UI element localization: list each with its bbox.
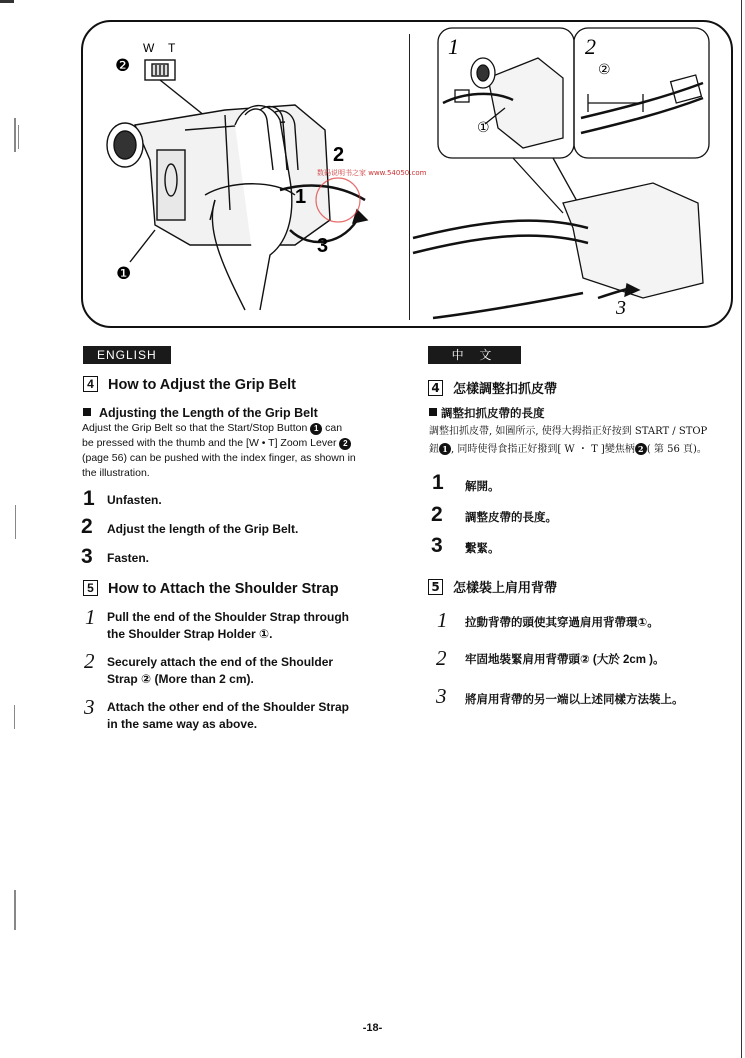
section-5-heading xyxy=(83,580,339,597)
button-2-callout: ❷ xyxy=(115,56,131,76)
scan-edge-mark xyxy=(0,0,14,3)
zh-step-5-1-number: 1 xyxy=(437,608,448,632)
zh-button-1-marker: 1 xyxy=(439,443,451,455)
zh-section-4-number: 4 xyxy=(428,380,443,396)
zh-subheading-text: 調整扣抓皮帶的長度 xyxy=(441,406,545,420)
button-1-marker: 1 xyxy=(310,423,322,435)
zh-section-5-number: 5 xyxy=(428,579,443,595)
grip-belt-illustration xyxy=(95,30,427,320)
zh-step-4-3-number: 3 xyxy=(431,534,443,557)
step-4-2-number: 2 xyxy=(81,515,93,538)
zh-step-5-1-text: 拉動背帶的頭使其穿過肩用背帶環①。 xyxy=(465,617,659,629)
page-right-edge xyxy=(741,0,742,1058)
circled-2-label: ② xyxy=(598,62,611,78)
zh-step-4-1-text: 解開。 xyxy=(465,481,500,493)
step-5-2-text: Securely attach the end of the Shoulder Strap ② (More than 2 cm). xyxy=(107,655,334,686)
step-4-1-text: Unfasten. xyxy=(107,493,162,507)
zh-grip-length-subheading xyxy=(429,405,545,421)
scan-edge-mark xyxy=(14,890,16,930)
scan-edge-mark xyxy=(14,118,16,152)
watermark-text: 数码说明书之家 www.54050.com xyxy=(317,169,427,177)
zoom-t-label: T xyxy=(168,41,176,55)
zh-button-2-marker: 2 xyxy=(635,443,647,455)
step-4-3-number: 3 xyxy=(81,545,93,568)
step-1-callout: 1 xyxy=(295,186,307,208)
panel-2-label: 2 xyxy=(585,34,596,59)
step-5-3-number: 3 xyxy=(84,695,95,719)
zh-step-5-2-number: 2 xyxy=(436,646,447,670)
page-number: -18- xyxy=(362,1022,383,1034)
chinese-badge: 中 文 xyxy=(428,346,521,364)
bullet-square xyxy=(83,408,91,416)
zh-step-4-3-text: 繫緊。 xyxy=(465,543,500,555)
illustration-divider xyxy=(409,34,410,320)
zh-section-5-heading xyxy=(428,577,557,596)
step-2-callout: 2 xyxy=(333,144,345,166)
zh-step-4-1-number: 1 xyxy=(432,471,444,494)
step-3-callout: 3 xyxy=(317,235,329,257)
step-3-label: 3 xyxy=(616,297,626,319)
section-4-heading xyxy=(83,376,296,393)
step-5-1-text: Pull the end of the Shoulder Strap through the Shoulder Strap Holder ①. xyxy=(107,610,349,641)
zh-section-4-heading xyxy=(428,378,557,397)
zh-grip-instructions-paragraph: 調整扣抓皮帶, 如圖所示, 使得大拇指正好按到 START / STOP 鈕 1 , 同時使得食指正好撥到[ W ・ T ]變焦柄 2 ( 第 56 頁)。 xyxy=(429,426,708,455)
step-5-3-text: Attach the other end of the Shoulder Strap in the same way as above. xyxy=(107,700,350,731)
grip-instructions-paragraph: Adjust the Grip Belt so that the Start/Stop Button 1 can be pressed with the thumb and the [W • T] Zoom Lever 2 (page 56) can be pushed with the index finger, as shown in the illustration. xyxy=(82,422,356,479)
subheading-text: Adjusting the Length of the Grip Belt xyxy=(99,406,318,420)
zh-step-5-3-text: 將肩用背帶的另一端以上述同樣方法裝上。 xyxy=(465,694,684,706)
circled-1-label: ① xyxy=(477,120,490,136)
step-4-3-text: Fasten. xyxy=(107,551,150,565)
step-5-2-number: 2 xyxy=(84,649,95,673)
zh-step-4-2-text: 調整皮帶的長度。 xyxy=(465,512,557,524)
section-5-title: How to Attach the Shoulder Strap xyxy=(108,581,339,597)
zoom-w-label: W xyxy=(143,41,155,55)
step-5-1-number: 1 xyxy=(85,605,96,629)
zh-section-5-title: 怎樣裝上肩用背帶 xyxy=(453,581,558,596)
step-4-1-number: 1 xyxy=(83,487,95,510)
english-badge: ENGLISH xyxy=(83,346,171,364)
button-1-callout: ❶ xyxy=(116,264,132,284)
zh-step-4-2-number: 2 xyxy=(431,503,443,526)
panel-1-label: 1 xyxy=(448,34,459,59)
grip-length-subheading xyxy=(83,406,318,420)
scan-edge-mark xyxy=(14,705,15,729)
zh-bullet-square xyxy=(429,408,437,416)
zh-step-5-3-number: 3 xyxy=(436,684,447,708)
section-5-number: 5 xyxy=(83,580,98,596)
button-2-marker: 2 xyxy=(339,438,351,450)
shoulder-strap-illustration xyxy=(413,28,731,326)
zh-section-4-title: 怎樣調整扣抓皮帶 xyxy=(453,382,558,397)
scan-edge-mark xyxy=(15,505,16,539)
scan-edge-mark xyxy=(18,125,19,149)
section-4-title: How to Adjust the Grip Belt xyxy=(108,377,296,393)
zh-step-5-2-text: 牢固地裝緊肩用背帶頭② (大於 2cm )。 xyxy=(465,654,665,666)
step-4-2-text: Adjust the length of the Grip Belt. xyxy=(107,522,299,536)
section-4-number: 4 xyxy=(83,376,98,392)
